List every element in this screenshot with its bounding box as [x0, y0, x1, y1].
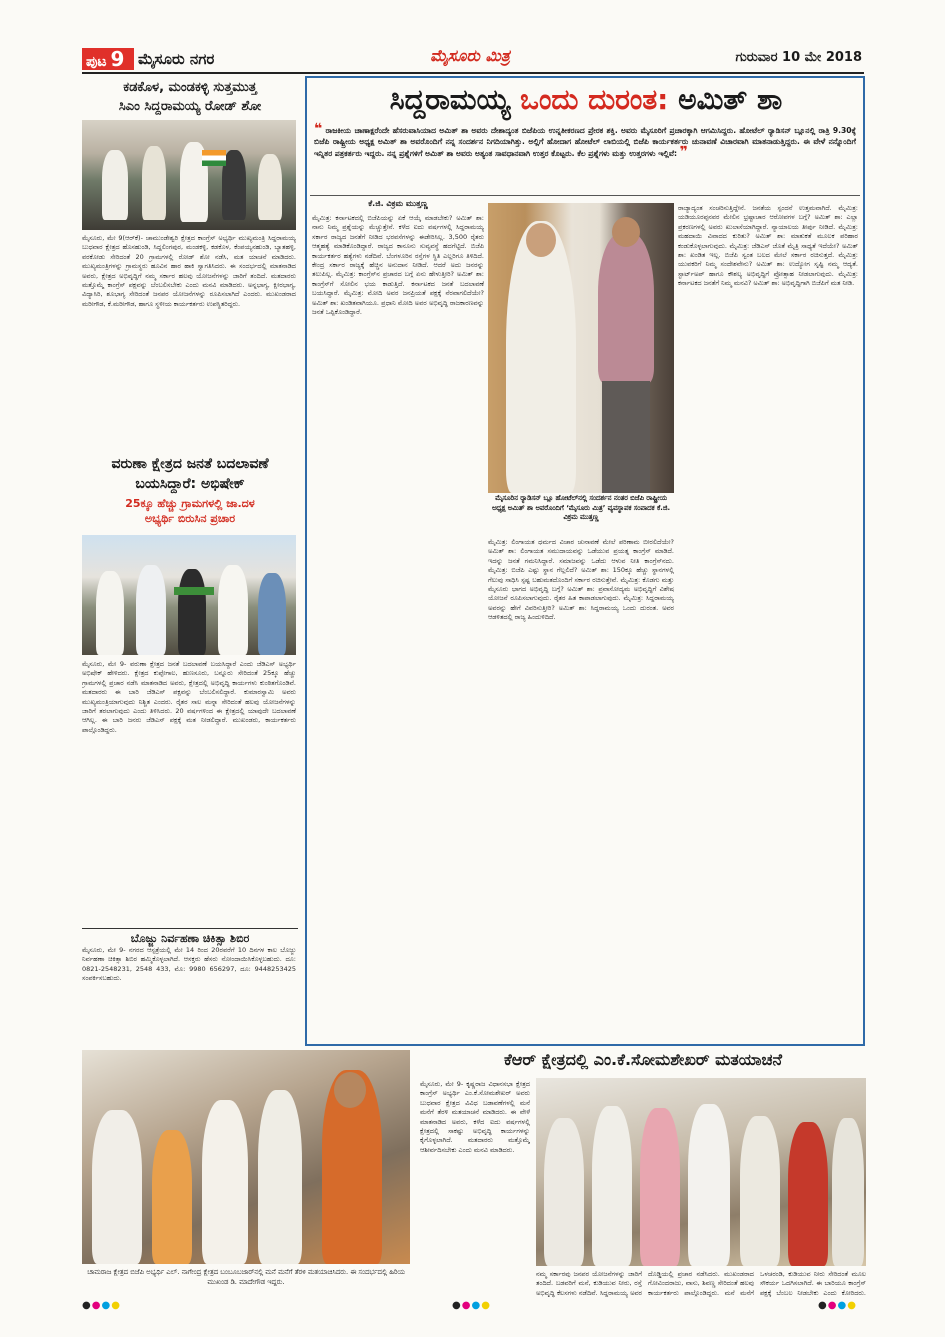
- open-quote-icon: ❝: [314, 121, 323, 137]
- headline-part-1: ಸಿದ್ದರಾಮಯ್ಯ: [389, 83, 511, 116]
- story2-headline-line2: ಬಯಸಿದ್ದಾರೆ: ಅಭಿಷೇಕ್: [135, 476, 245, 492]
- roadshow-photo: [82, 120, 296, 230]
- page-prefix: ಪುಟ: [86, 54, 107, 70]
- campaign-photo: [82, 535, 296, 655]
- byline: ಕೆ.ಜಿ. ವಿಕ್ರಮ ಮುತ್ತಣ್ಣ: [368, 199, 428, 208]
- color-registration-marks-right: ●●●●: [818, 1300, 857, 1311]
- story2-body: ಮೈಸೂರು, ಮೇ 9- ವರುಣಾ ಕ್ಷೇತ್ರದ ಜನತೆ ಬದಲಾವಣೆ ಬಯಸಿದ್ದಾರೆ ಎಂದು ಜೆಡಿಎಸ್ ಅಭ್ಯರ್ಥಿ ಅಭಿಷೇಕ್ ಹೇಳಿದರು. ಕ್ಷೇತ್ರದ ಕುಪ್ಪೇಗಾಲ, ಹುಣಸೂರು, ಬನ್ನೂರು ಸೇರಿದಂತೆ 25ಕ್ಕೂ ಹೆಚ್ಚು ಗ್ರಾಮಗಳಲ್ಲಿ ಪ್ರಚಾರ ನಡೆಸಿ ಮಾತನಾಡಿದ ಅವರು, ಕ್ಷೇತ್ರದಲ್ಲಿ ಅಭಿವೃದ್ಧಿ ಕಾರ್ಯಗಳು ಕುಂಠಿತಗೊಂಡಿವೆ. ಮತದಾರರು ಈ ಬಾರಿ ಜೆಡಿಎಸ್ ಪಕ್ಷವನ್ನು ಬೆಂಬಲಿಸಲಿದ್ದಾರೆ. ಕುಮಾರಸ್ವಾಮಿ ಅವರು ಮುಖ್ಯಮಂತ್ರಿಯಾಗುವುದು ನಿಶ್ಚಿತ ಎಂದರು. ರೈತರ ಸಾಲ ಮನ್ನಾ ಸೇರಿದಂತೆ ಹಲವು ಯೋಜನೆಗಳನ್ನು ಜಾರಿಗೆ ತರಲಾಗುವುದು ಎಂದು ತಿಳಿಸಿದರು. 20 ವರ್ಷಗಳಿಂದ ಈ ಕ್ಷೇತ್ರದಲ್ಲಿ ಯಾವುದೇ ಬದಲಾವಣೆ ಆಗಿಲ್ಲ. ಈ ಬಾರಿ ಜನರು ಜೆಡಿಎಸ್ ಪಕ್ಷಕ್ಕೆ ಮತ ನೀಡಲಿದ್ದಾರೆ. ಮುಖಂಡರು, ಕಾರ್ಯಕರ್ತರು ಪಾಲ್ಗೊಂಡಿದ್ದರು.: [82, 660, 296, 734]
- interview-column-1: ಮೈಮಿತ್ರ: ಕರ್ನಾಟಕದಲ್ಲಿ ಬಿಜೆಪಿಯನ್ನು ಏಕೆ ಆಯ್ಕೆ ಮಾಡಬೇಕು? ಅಮಿತ್ ಶಾ: ನಾನು ನಿಮ್ಮ ಪ್ರಶ್ನೆಯನ್ನು ಮೆಚ್ಚುತ್ತೇನೆ. ಕಳೆದ ಐದು ವರ್ಷಗಳಲ್ಲಿ ಸಿದ್ದರಾಮಯ್ಯ ಸರ್ಕಾರ ರಾಜ್ಯದ ಜನತೆಗೆ ನೀಡಿದ ಭರವಸೆಗಳನ್ನು ಈಡೇರಿಸಿಲ್ಲ. 3,500 ರೈತರು ಆತ್ಮಹತ್ಯೆ ಮಾಡಿಕೊಂಡಿದ್ದಾರೆ. ರಾಜ್ಯದ ಕಾನೂನು ಸುವ್ಯವಸ್ಥೆ ಹದಗೆಟ್ಟಿದೆ. ಬಿಜೆಪಿ ಕಾರ್ಯಕರ್ತರ ಹತ್ಯೆಗಳು ನಡೆದಿವೆ. ಬೆಂಗಳೂರಿನ ರಸ್ತೆಗಳ ಸ್ಥಿತಿ ಎಲ್ಲರಿಗೂ ತಿಳಿದಿದೆ. ಕೇಂದ್ರ ಸರ್ಕಾರ ರಾಜ್ಯಕ್ಕೆ ಹೆಚ್ಚಿನ ಅನುದಾನ ನೀಡಿದೆ. ಆದರೆ ಅದು ಜನರನ್ನು ತಲುಪಿಲ್ಲ. ಮೈಮಿತ್ರ: ಕಾಂಗ್ರೆಸ್‌ನ ಪ್ರಚಾರದ ಬಗ್ಗೆ ಏನು ಹೇಳುತ್ತೀರಿ? ಅಮಿತ್ ಶಾ: ಕಾಂಗ್ರೆಸ್‌ಗೆ ಸೋಲಿನ ಭಯ ಕಾಡುತ್ತಿದೆ. ಕರ್ನಾಟಕದ ಜನತೆ ಬದಲಾವಣೆ ಬಯಸಿದ್ದಾರೆ. ಮೈಮಿತ್ರ: ಮೋದಿ ಅವರ ಜನಪ್ರಿಯತೆ ಪಕ್ಷಕ್ಕೆ ನೆರವಾಗಲಿದೆಯೇ? ಅಮಿತ್ ಶಾ: ಖಂಡಿತವಾಗಿಯೂ. ಪ್ರಧಾನಿ ಮೋದಿ ಅವರ ಅಭಿವೃದ್ಧಿ ರಾಜಕಾರಣವನ್ನು ಜನತೆ ಒಪ್ಪಿಕೊಂಡಿದ್ದಾರೆ.: [312, 214, 484, 317]
- interview-intro: [314, 121, 856, 161]
- headline-part-2: ಒಂದು ದುರಂತ:: [520, 83, 669, 116]
- somashekar-body-col3: ಒಳಚರಂಡಿ, ಕುಡಿಯುವ ನೀರು ಸೇರಿದಂತೆ ಮೂಲ ಸೌಕರ್ಯ ಒದಗಿಸಲಾಗಿದೆ. ಈ ಬಾರಿಯೂ ಕಾಂಗ್ರೆಸ್ ಪಕ್ಷಕ್ಕೆ ಬೆಂಬಲ ನೀಡಬೇಕು ಎಂದು ಕೋರಿದರು.: [760, 1270, 866, 1297]
- intro-text: ರಾಜಕೀಯ ಚಾಣಾಕ್ಷರೆಂದೇ ಹೆಸರುವಾಸಿಯಾದ ಅಮಿತ್ ಶಾ ಅವರು ದೇಶಾದ್ಯಂತ ಬಿಜೆಪಿಯ ಉನ್ನತೀಕರಣದ ಪ್ರೇರಕ ಶಕ್ತಿ. ಅವರು ಮೈಸೂರಿಗೆ ಪ್ರಚಾರಕ್ಕಾಗಿ ಆಗಮಿಸಿದ್ದರು. ಹೋಟೆಲ್ ರ‍್ಯಾಡಿಸನ್ ಬ್ಲೂನಲ್ಲಿ ರಾತ್ರಿ 9.30ಕ್ಕೆ ಬಿಜೆಪಿ ರಾಷ್ಟ್ರೀಯ ಅಧ್ಯಕ್ಷ ಅಮಿತ್ ಶಾ ಅವರೊಂದಿಗೆ ನನ್ನ ಸಂದರ್ಶನ ನಿಗದಿಯಾಗಿತ್ತು. ಅಲ್ಲಿಗೆ ಹೋದಾಗ ಹೋಟೆಲ್ ಲಾಬಿಯಲ್ಲಿ ಬಿಜೆಪಿ ಕಾರ್ಯಕರ್ತರು ಚುನಾವಣೆ ವಿಚಾರವಾಗಿ ಮಾತನಾಡುತ್ತಿದ್ದರು. ಈ ವೇಳೆ ನನ್ನೊಂದಿಗೆ ಇನ್ನಿತರ ಪತ್ರಕರ್ತರು ಇದ್ದರು. ನನ್ನ ಪ್ರಶ್ನೆಗಳಿಗೆ ಅಮಿತ್ ಶಾ ಅವರು ಅತ್ಯಂತ ಸಾವಧಾನವಾಗಿ ಉತ್ತರ ಕೊಟ್ಟರು. ಕೆಲ ಪ್ರಶ್ನೆಗಳು ಮತ್ತು ಉತ್ತರಗಳು ಇಲ್ಲಿವೆ:: [314, 126, 856, 159]
- somashekar-body-lead: ಮೈಸೂರು, ಮೇ 9- ಕೃಷ್ಣರಾಜ ವಿಧಾನಸಭಾ ಕ್ಷೇತ್ರದ ಕಾಂಗ್ರೆಸ್ ಅಭ್ಯರ್ಥಿ ಎಂ.ಕೆ.ಸೋಮಶೇಖರ್ ಅವರು ಬುಧವಾರ ಕ್ಷೇತ್ರದ ವಿವಿಧ ಬಡಾವಣೆಗಳಲ್ಲಿ ಮನೆ ಮನೆಗೆ ತೆರಳಿ ಮತಯಾಚನೆ ಮಾಡಿದರು. ಈ ವೇಳೆ ಮಾತನಾಡಿದ ಅವರು, ಕಳೆದ ಐದು ವರ್ಷಗಳಲ್ಲಿ ಕ್ಷೇತ್ರದಲ್ಲಿ ಸಾಕಷ್ಟು ಅಭಿವೃದ್ಧಿ ಕಾರ್ಯಗಳನ್ನು ಕೈಗೊಳ್ಳಲಾಗಿದೆ. ಮತದಾರರು ಮತ್ತೊಮ್ಮೆ ಆಶೀರ್ವದಿಸಬೇಕು ಎಂದು ಮನವಿ ಮಾಡಿದರು.: [420, 1080, 530, 1154]
- headline-part-3: ಅಮಿತ್ ಶಾ: [678, 83, 783, 116]
- intro-rule: [310, 195, 860, 196]
- main-headline: [312, 80, 860, 120]
- interview-column-2: ಮೈಮಿತ್ರ: ಲಿಂಗಾಯತ ಧರ್ಮದ ವಿಚಾರ ಚುನಾವಣೆ ಮೇಲೆ ಪರಿಣಾಮ ಬೀರಲಿದೆಯೇ? ಅಮಿತ್ ಶಾ: ಲಿಂಗಾಯತ ಸಮುದಾಯವನ್ನು ಒಡೆಯುವ ಪ್ರಯತ್ನ ಕಾಂಗ್ರೆಸ್ ಮಾಡಿದೆ. ಇದನ್ನು ಜನತೆ ಗಮನಿಸಿದ್ದಾರೆ. ಸಮಾಜವನ್ನು ಒಡೆದು ಆಳುವ ನೀತಿ ಕಾಂಗ್ರೆಸ್‌ನದು. ಮೈಮಿತ್ರ: ಬಿಜೆಪಿ ಎಷ್ಟು ಸ್ಥಾನ ಗೆಲ್ಲಲಿದೆ? ಅಮಿತ್ ಶಾ: 150ಕ್ಕೂ ಹೆಚ್ಚು ಸ್ಥಾನಗಳಲ್ಲಿ ಗೆಲುವು ಸಾಧಿಸಿ ಸ್ಪಷ್ಟ ಬಹುಮತದೊಂದಿಗೆ ಸರ್ಕಾರ ರಚಿಸುತ್ತೇವೆ. ಮೈಮಿತ್ರ: ಕೊಡಗು ಮತ್ತು ಮೈಸೂರು ಭಾಗದ ಅಭಿವೃದ್ಧಿ ಬಗ್ಗೆ? ಅಮಿತ್ ಶಾ: ಪ್ರವಾಸೋದ್ಯಮ ಅಭಿವೃದ್ಧಿಗೆ ವಿಶೇಷ ಯೋಜನೆ ರೂಪಿಸಲಾಗುವುದು. ರೈತರ ಹಿತ ಕಾಪಾಡಲಾಗುವುದು. ಮೈಮಿತ್ರ: ಸಿದ್ದರಾಮಯ್ಯ ಅವರನ್ನು ಹೇಗೆ ವಿವರಿಸುತ್ತೀರಿ? ಅಮಿತ್ ಶಾ: ಸಿದ್ದರಾಮಯ್ಯ ಒಂದು ದುರಂತ. ಅವರ ಆಡಳಿತದಲ್ಲಿ ರಾಜ್ಯ ಹಿಂದುಳಿದಿದೆ.: [488, 538, 674, 622]
- page-number: 9: [110, 47, 125, 71]
- nagendra-photo-caption: ಚಾಮರಾಜ ಕ್ಷೇತ್ರದ ಬಿಜೆಪಿ ಅಭ್ಯರ್ಥಿ ಎಲ್. ನಾಗೇಂದ್ರ ಕ್ಷೇತ್ರದ ಬಂಬೂಬಜಾರ್‌ನಲ್ಲಿ ಮನೆ ಮನೆಗೆ ತೆರಳಿ ಮತಯಾಚಿಸಿದರು. ಈ ಸಂದರ್ಭದಲ್ಲಿ ಹಿರಿಯ ಮುಖಂಡ ಡಿ. ಮಾದೇಗೌಡ ಇದ್ದರು.: [87, 1268, 405, 1286]
- interview-column-3: ರಾಜ್ಯಾದ್ಯಂತ ಸಂಚರಿಸುತ್ತಿದ್ದೇನೆ. ಜನತೆಯ ಸ್ಪಂದನೆ ಉತ್ತಮವಾಗಿದೆ. ಮೈಮಿತ್ರ: ಯಡಿಯೂರಪ್ಪನವರ ಮೇಲಿನ ಭ್ರಷ್ಟಾಚಾರ ಆರೋಪಗಳ ಬಗ್ಗೆ? ಅಮಿತ್ ಶಾ: ಎಲ್ಲಾ ಪ್ರಕರಣಗಳಲ್ಲಿ ಅವರು ಖುಲಾಸೆಯಾಗಿದ್ದಾರೆ. ನ್ಯಾಯಾಲಯ ತೀರ್ಪು ನೀಡಿದೆ. ಮೈಮಿತ್ರ: ಮಹದಾಯಿ ವಿವಾದದ ಕುರಿತು? ಅಮಿತ್ ಶಾ: ಮಾತುಕತೆ ಮೂಲಕ ಪರಿಹಾರ ಕಂಡುಕೊಳ್ಳಲಾಗುವುದು. ಮೈಮಿತ್ರ: ಜೆಡಿಎಸ್ ಜೊತೆ ಮೈತ್ರಿ ಸಾಧ್ಯತೆ ಇದೆಯೇ? ಅಮಿತ್ ಶಾ: ಖಂಡಿತ ಇಲ್ಲ. ಬಿಜೆಪಿ ಸ್ವಂತ ಬಲದ ಮೇಲೆ ಸರ್ಕಾರ ರಚಿಸುತ್ತದೆ. ಮೈಮಿತ್ರ: ಯುವಕರಿಗೆ ನಿಮ್ಮ ಸಂದೇಶವೇನು? ಅಮಿತ್ ಶಾ: ಉದ್ಯೋಗ ಸೃಷ್ಟಿ ನಮ್ಮ ಆದ್ಯತೆ. ಸ್ಟಾರ್ಟ್‌ಅಪ್ ಹಾಗೂ ಕೌಶಲ್ಯ ಅಭಿವೃದ್ಧಿಗೆ ಪ್ರೋತ್ಸಾಹ ನೀಡಲಾಗುವುದು. ಮೈಮಿತ್ರ: ಕರ್ನಾಟಕದ ಜನತೆಗೆ ನಿಮ್ಮ ಮನವಿ? ಅಮಿತ್ ಶಾ: ಅಭಿವೃದ್ಧಿಗಾಗಿ ಬಿಜೆಪಿಗೆ ಮತ ನೀಡಿ.: [678, 204, 858, 288]
- story1-headline: [82, 78, 298, 116]
- story2-headline-line1: ವರುಣಾ ಕ್ಷೇತ್ರದ ಜನತೆ ಬದಲಾವಣೆ: [111, 456, 269, 472]
- somashekar-body-col1: ನಮ್ಮ ಸರ್ಕಾರವು ಜನಪರ ಯೋಜನೆಗಳನ್ನು ಜಾರಿಗೆ ತಂದಿದೆ. ಬಡವರಿಗೆ ಮನೆ, ಕುಡಿಯುವ ನೀರು, ರಸ್ತೆ ಅಭಿವೃದ್ಧಿ ಕೆಲಸಗಳು ನಡೆದಿವೆ. ಸಿದ್ದರಾಮಯ್ಯ ಅವರ: [536, 1270, 642, 1297]
- story2-sub-line1: 25ಕ್ಕೂ ಹೆಚ್ಚು ಗ್ರಾಮಗಳಲ್ಲಿ ಜಾ.ದಳ: [125, 497, 255, 510]
- story3-body: ಮೈಸೂರು, ಮೇ 9- ನಗರದ ಆಸ್ಪತ್ರೆಯಲ್ಲಿ ಮೇ 14 ರಿಂದ 20ರವರೆಗೆ 10 ದಿನಗಳ ಕಾಲ ಬೊಜ್ಜು ನಿರ್ವಹಣಾ ಚಿಕಿತ್ಸಾ ಶಿಬಿರ ಹಮ್ಮಿಕೊಳ್ಳಲಾಗಿದೆ. ಆಸಕ್ತರು ಹೆಸರು ನೋಂದಾಯಿಸಿಕೊಳ್ಳಬಹುದು. ದೂ: 0821-2548231, 2548 433, ಮೊ: 9980 656297, ದೂ: 9448253425 ಸಂಪರ್ಕಿಸಬಹುದು.: [82, 946, 296, 983]
- header-rule: [82, 72, 864, 74]
- story2-sub-line2: ಅಭ್ಯರ್ಥಿ ಬಿರುಸಿನ ಪ್ರಚಾರ: [144, 512, 236, 525]
- story2-subheadline: [82, 496, 298, 526]
- somashekar-body-col2: ದೊಡ್ಡಿಯಲ್ಲಿ ಪ್ರಚಾರ ನಡೆಸಿದರು. ಮುಖಂಡರಾದ ಗೋವಿಂದರಾಜು, ವಾಸು, ಶಿವಣ್ಣ ಸೇರಿದಂತೆ ಹಲವು ಕಾರ್ಯಕರ್ತರು ಪಾಲ್ಗೊಂಡಿದ್ದರು. ಮನೆ ಮನೆಗೆ: [648, 1270, 754, 1297]
- issue-date: ಗುರುವಾರ 10 ಮೇ 2018: [735, 50, 862, 65]
- story1-body: ಮೈಸೂರು, ಮೇ 9(ಆರ್‌ಕೆ)- ಚಾಮುಂಡೇಶ್ವರಿ ಕ್ಷೇತ್ರದ ಕಾಂಗ್ರೆಸ್ ಅಭ್ಯರ್ಥಿ ಮುಖ್ಯಮಂತ್ರಿ ಸಿದ್ದರಾಮಯ್ಯ ಬುಧವಾರ ಕ್ಷೇತ್ರದ ಹೊಸಹುಂಡಿ, ಸಿದ್ದಲಿಂಗಪುರ, ಮಂಡಕಳ್ಳಿ, ಕಡಕೊಳ, ಕೆಂಪಯ್ಯನಹುಂಡಿ, ಬ್ಯಾತಹಳ್ಳಿ, ವರಕೋಡು ಸೇರಿದಂತೆ 20 ಗ್ರಾಮಗಳಲ್ಲಿ ರೋಡ್ ಶೋ ನಡೆಸಿ, ಮತ ಯಾಚನೆ ಮಾಡಿದರು. ಮುಖ್ಯಮಂತ್ರಿಗಳನ್ನು ಗ್ರಾಮಸ್ಥರು ಹೂವಿನ ಹಾರ ಹಾಕಿ ಸ್ವಾಗತಿಸಿದರು. ಈ ಸಂದರ್ಭದಲ್ಲಿ ಮಾತನಾಡಿದ ಅವರು, ಕ್ಷೇತ್ರದ ಅಭಿವೃದ್ಧಿಗೆ ನಮ್ಮ ಸರ್ಕಾರ ಹಲವು ಯೋಜನೆಗಳನ್ನು ಜಾರಿಗೆ ತಂದಿದೆ. ಮತದಾರರು ಮತ್ತೊಮ್ಮೆ ಕಾಂಗ್ರೆಸ್ ಪಕ್ಷವನ್ನು ಬೆಂಬಲಿಸಬೇಕು ಎಂದು ಮನವಿ ಮಾಡಿದರು. ಅನ್ನಭಾಗ್ಯ, ಕ್ಷೀರಭಾಗ್ಯ, ವಿದ್ಯಾಸಿರಿ, ಶೂಭಾಗ್ಯ ಸೇರಿದಂತೆ ಜನಪರ ಯೋಜನೆಗಳನ್ನು ರೂಪಿಸಲಾಗಿದೆ ಎಂದರು. ಮುಖಂಡರಾದ ಮರೀಗೌಡ, ಕೆ.ಮರೀಗೌಡ, ಹಾಗೂ ಸ್ಥಳೀಯ ಕಾರ್ಯಕರ್ತರು ಉಪಸ್ಥಿತರಿದ್ದರು.: [82, 234, 296, 308]
- story3-headline: ಬೊಜ್ಜು ನಿರ್ವಹಣಾ ಚಿಕಿತ್ಸಾ ಶಿಬಿರ: [82, 928, 298, 946]
- page-number-badge: [82, 48, 134, 70]
- masthead: ಮೈಸೂರು ಮಿತ್ರ: [430, 46, 510, 65]
- color-registration-marks-left: ●●●●: [82, 1300, 121, 1311]
- color-registration-marks-center: ●●●●: [452, 1300, 491, 1311]
- amit-shah-photo: [488, 203, 674, 493]
- story2-headline: [82, 454, 298, 494]
- story1-headline-line1: ಕಡಕೊಳ, ಮಂಡಕಳ್ಳಿ ಸುತ್ತಮುತ್ತ: [123, 80, 257, 95]
- amit-shah-photo-caption: ಮೈಸೂರಿನ ರ‍್ಯಾಡಿಸನ್ ಬ್ಲೂ ಹೋಟೆಲ್‌ನಲ್ಲಿ ಸಂದರ್ಶನ ನಂತರ ಬಿಜೆಪಿ ರಾಷ್ಟ್ರೀಯ ಅಧ್ಯಕ್ಷ ಅಮಿತ್ ಶಾ ಅವರೊಂದಿಗೆ ‘ಮೈಸೂರು ಮಿತ್ರ’ ವ್ಯವಸ್ಥಾಪಕ ಸಂಪಾದಕ ಕೆ.ಜಿ. ವಿಕ್ರಮ ಮುತ್ತಣ್ಣ: [491, 494, 671, 521]
- section-name: ಮೈಸೂರು ನಗರ: [138, 50, 215, 68]
- story1-headline-line2: ಸಿಎಂ ಸಿದ್ದರಾಮಯ್ಯ ರೋಡ್ ಶೋ: [118, 99, 262, 114]
- somashekar-headline: ಕೆಆರ್ ಕ್ಷೇತ್ರದಲ್ಲಿ ಎಂ.ಕೆ.ಸೋಮಶೇಖರ್ ಮತಯಾಚನೆ: [503, 1050, 783, 1069]
- close-quote-icon: ❞: [679, 144, 688, 161]
- somashekar-campaign-photo: [536, 1078, 866, 1266]
- nagendra-campaign-photo: [82, 1050, 410, 1264]
